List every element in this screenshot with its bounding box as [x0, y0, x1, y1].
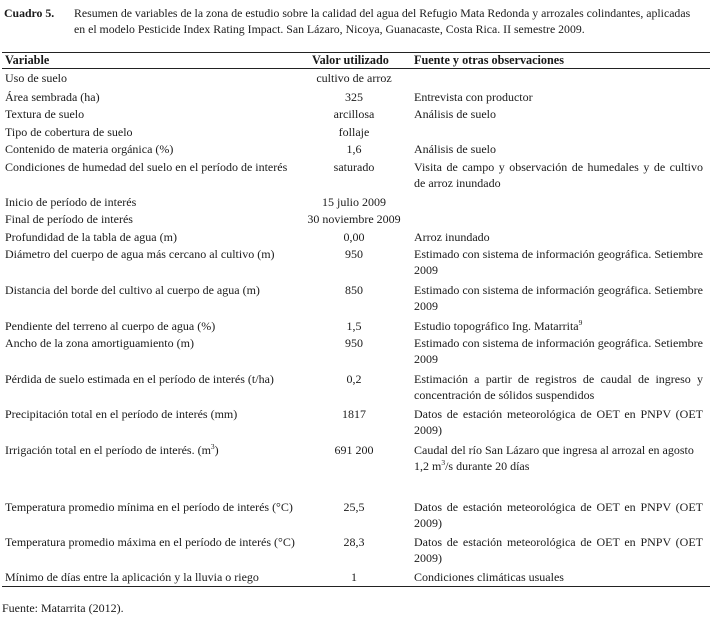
table-bottom-rule	[2, 586, 710, 587]
cell-fuente: Entrevista con productor	[414, 90, 533, 104]
cell-fuente: Datos de estación meteorológica de OET en PNPV (OET 2009)	[414, 407, 703, 437]
cell-variable: Profundidad de la tabla de agua (m)	[5, 230, 177, 244]
cell-valor: 1,6	[346, 142, 362, 156]
column-header-fuente: Fuente y otras observaciones	[414, 53, 564, 67]
cell-variable: Distancia del borde del cultivo al cuerpo de agua (m)	[5, 283, 260, 297]
cell-variable: Final de período de interés	[5, 212, 133, 226]
cell-variable: Uso de suelo	[5, 71, 67, 85]
fuente-text: Caudal del río San Lázaro que ingresa al arrozal en agosto	[414, 443, 694, 457]
cell-valor: arcillosa	[333, 107, 375, 121]
table-caption	[4, 5, 704, 37]
cell-variable: Precipitación total en el período de interés (mm)	[5, 407, 238, 421]
cell-valor: 15 julio 2009	[321, 195, 386, 209]
cell-variable: Área sembrada (ha)	[5, 90, 100, 104]
cell-valor: follaje	[338, 125, 370, 139]
fuente-text: Estudio topográfico Ing. Matarrita	[414, 319, 579, 333]
cell-fuente	[414, 318, 703, 334]
table-header-rule	[2, 68, 710, 69]
cell-variable	[5, 442, 303, 458]
unit-superscript: 3	[441, 458, 446, 467]
cell-variable: Tipo de cobertura de suelo	[5, 125, 133, 139]
cell-variable: Ancho de la zona amortiguamiento (m)	[5, 336, 194, 350]
variable-text-end: )	[214, 443, 219, 457]
cell-variable: Temperatura promedio mínima en el período de interés (°C)	[5, 500, 293, 514]
cell-valor: 0,2	[346, 372, 362, 386]
cell-fuente: Análisis de suelo	[414, 107, 496, 121]
cell-valor: saturado	[333, 160, 375, 174]
caption-label: Cuadro 5.	[4, 6, 55, 20]
unit-superscript: 3	[210, 442, 215, 451]
caption-text: Resumen de variables de la zona de estudio sobre la calidad del agua del Refugio Mata Redonda y arrozales colindantes, aplicadas en el modelo Pesticide Index Rating Impact. San Lázaro, Nicoya, Guanacaste, Costa Rica. II semestre 2009.	[74, 6, 691, 36]
cell-variable: Mínimo de días entre la aplicación y la lluvia o riego	[5, 570, 259, 584]
table-footer-source: Fuente: Matarrita (2012).	[2, 601, 124, 615]
cell-fuente: Datos de estación meteorológica de OET en PNPV (OET 2009)	[414, 535, 703, 565]
cell-valor: 950	[345, 247, 363, 261]
cell-variable: Diámetro del cuerpo de agua más cercano al cultivo (m)	[5, 247, 275, 261]
cell-fuente	[414, 442, 703, 474]
footnote-marker: 9	[578, 318, 583, 327]
cell-valor: cultivo de arroz	[316, 71, 392, 85]
column-header-valor: Valor utilizado	[312, 53, 389, 67]
cell-fuente: Estimado con sistema de información geográfica. Setiembre 2009	[414, 336, 703, 366]
cell-fuente: Arroz inundado	[414, 230, 490, 244]
cell-valor: 950	[345, 336, 363, 350]
cell-fuente: Estimado con sistema de información geográfica. Setiembre 2009	[414, 247, 703, 277]
cell-valor: 1	[351, 570, 357, 584]
cell-valor: 28,3	[343, 535, 365, 549]
cell-valor: 0,00	[343, 230, 365, 244]
cell-valor: 25,5	[343, 500, 365, 514]
fuente-extra	[414, 458, 703, 474]
cell-valor: 325	[345, 90, 363, 104]
variable-text: Irrigación total en el período de interés. (m	[5, 443, 211, 457]
column-header-variable: Variable	[5, 53, 50, 67]
cell-variable: Temperatura promedio máxima en el período de interés (°C)	[5, 535, 295, 549]
cell-fuente: Estimado con sistema de información geográfica. Setiembre 2009	[414, 283, 703, 313]
cell-valor: 30 noviembre 2009	[307, 212, 401, 226]
cell-variable: Pérdida de suelo estimada en el período de interés (t/ha)	[5, 372, 274, 386]
cell-valor: 850	[345, 283, 363, 297]
cell-variable: Inicio de período de interés	[5, 195, 137, 209]
cell-variable: Condiciones de humedad del suelo en el período de interés	[5, 160, 288, 174]
cell-fuente: Análisis de suelo	[414, 142, 496, 156]
cell-fuente: Datos de estación meteorológica de OET en PNPV (OET 2009)	[414, 500, 703, 530]
cell-valor: 691 200	[334, 443, 374, 457]
cell-fuente: Condiciones climáticas usuales	[414, 570, 564, 584]
fuente-extra-post: /s durante 20 días	[445, 459, 530, 473]
cell-variable: Contenido de materia orgánica (%)	[5, 142, 174, 156]
cell-fuente: Visita de campo y observación de humedales y de cultivo de arroz inundado	[414, 160, 703, 190]
fuente-extra-pre: 1,2 m	[414, 459, 442, 473]
cell-variable: Textura de suelo	[5, 107, 85, 121]
table-header	[0, 53, 713, 68]
cell-fuente: Estimación a partir de registros de caudal de ingreso y concentración de sólidos suspendidos	[414, 372, 703, 402]
cell-valor: 1817	[342, 407, 366, 421]
cell-valor: 1,5	[346, 319, 362, 333]
cell-variable: Pendiente del terreno al cuerpo de agua (%)	[5, 319, 216, 333]
